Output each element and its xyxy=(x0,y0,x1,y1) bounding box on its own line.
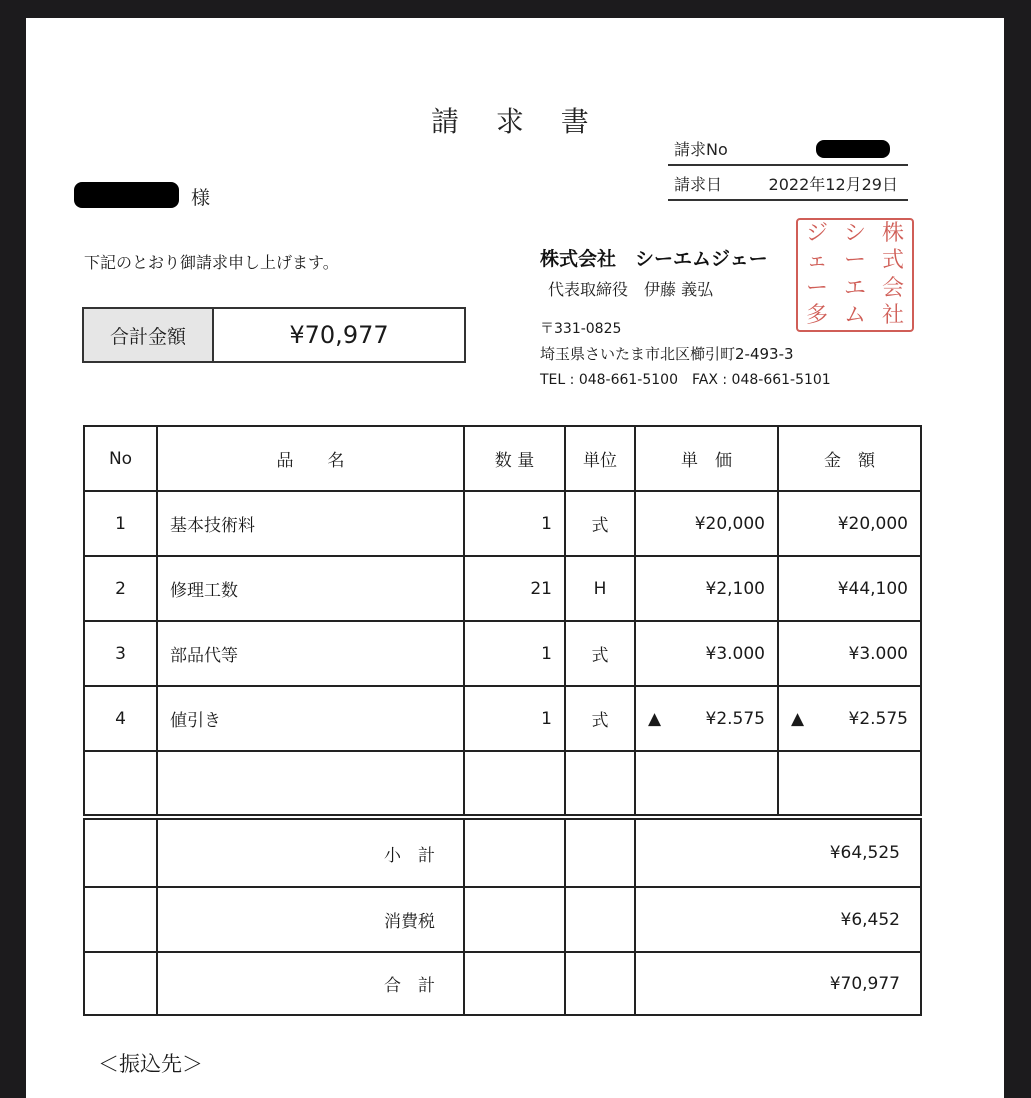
tax-label: 消費税 xyxy=(157,887,464,952)
row-amount: ¥2.575 xyxy=(848,708,908,729)
row-unit-price: ¥3.000 xyxy=(635,621,778,686)
invoice-date-row xyxy=(668,169,908,201)
empty-cell xyxy=(565,751,635,817)
company-seal-stamp xyxy=(796,218,914,332)
table-row-empty xyxy=(84,751,921,817)
stamp-char: ジ xyxy=(805,220,828,246)
invoice-number-row xyxy=(668,134,908,166)
grand-total-row xyxy=(84,952,921,1015)
table-row xyxy=(84,491,921,556)
header-quantity: 数 量 xyxy=(464,426,565,491)
grand-total-label: 合 計 xyxy=(157,952,464,1015)
row-unit-price: ¥20,000 xyxy=(635,491,778,556)
issuer-postal-code: 〒331-0825 xyxy=(540,321,622,337)
row-amount: ¥20,000 xyxy=(778,491,921,556)
negative-triangle-icon: ▲ xyxy=(648,708,662,729)
subtotal-value: ¥64,525 xyxy=(635,817,921,887)
greeting-text: 下記のとおり御請求申し上げます。 xyxy=(84,253,339,272)
issuer-company: 株式会社 シーエムジェー xyxy=(540,248,768,270)
total-amount-label: 合計金額 xyxy=(84,309,214,361)
document-title: 請 求 書 xyxy=(431,105,603,138)
invoice-number-label: 請求No xyxy=(674,140,728,159)
empty-cell xyxy=(464,952,565,1015)
stamp-char: 社 xyxy=(881,303,904,329)
invoice-page xyxy=(26,18,1004,1098)
stamp-char: ェ xyxy=(805,248,828,274)
total-amount-value: ¥70,977 xyxy=(289,321,389,349)
row-item-name: 値引き xyxy=(157,686,464,751)
stamp-char: 会 xyxy=(881,275,904,301)
row-amount: ¥44,100 xyxy=(778,556,921,621)
empty-cell xyxy=(464,817,565,887)
row-quantity: 1 xyxy=(464,686,565,751)
header-amount: 金 額 xyxy=(778,426,921,491)
issuer-tel-fax: TEL : 048-661-5100 FAX : 048-661-5101 xyxy=(540,372,831,388)
row-no: 1 xyxy=(84,491,157,556)
issuer-address: 埼玉県さいたま市北区櫛引町2-493-3 xyxy=(540,345,794,363)
bank-transfer-heading: ＜振込先＞ xyxy=(98,1052,203,1076)
redacted-recipient-name xyxy=(74,182,179,208)
stamp-char: 多 xyxy=(805,303,828,329)
row-unit: 式 xyxy=(565,621,635,686)
line-items-table xyxy=(83,425,922,1016)
stamp-char: ム xyxy=(843,303,866,329)
subtotal-label: 小 計 xyxy=(157,817,464,887)
total-amount-box xyxy=(82,307,466,363)
row-unit-price-cell xyxy=(635,686,778,751)
table-row xyxy=(84,556,921,621)
row-item-name: 部品代等 xyxy=(157,621,464,686)
empty-cell xyxy=(464,751,565,817)
table-row xyxy=(84,621,921,686)
row-quantity: 21 xyxy=(464,556,565,621)
row-unit-price: ¥2.575 xyxy=(705,708,765,729)
stamp-char: シ xyxy=(843,220,866,246)
subtotal-row xyxy=(84,817,921,887)
stamp-char: 株 xyxy=(881,220,904,246)
header-unit: 単位 xyxy=(565,426,635,491)
row-no: 2 xyxy=(84,556,157,621)
issuer-representative: 代表取締役 伊藤 義弘 xyxy=(548,280,714,299)
stamp-char: ー xyxy=(843,248,866,274)
row-unit: 式 xyxy=(565,491,635,556)
empty-cell xyxy=(778,751,921,817)
row-amount: ¥3.000 xyxy=(778,621,921,686)
tax-value: ¥6,452 xyxy=(635,887,921,952)
stamp-char: エ xyxy=(843,275,866,301)
empty-cell xyxy=(84,751,157,817)
empty-cell xyxy=(464,887,565,952)
empty-cell xyxy=(565,817,635,887)
negative-triangle-icon: ▲ xyxy=(791,708,805,729)
row-unit-price: ¥2,100 xyxy=(635,556,778,621)
empty-cell xyxy=(84,887,157,952)
header-unit-price: 単 価 xyxy=(635,426,778,491)
empty-cell xyxy=(635,751,778,817)
redacted-invoice-number xyxy=(816,140,890,158)
empty-cell xyxy=(565,952,635,1015)
row-amount-cell xyxy=(778,686,921,751)
row-no: 3 xyxy=(84,621,157,686)
stamp-char: ー xyxy=(805,275,828,301)
row-no: 4 xyxy=(84,686,157,751)
row-unit: H xyxy=(565,556,635,621)
row-quantity: 1 xyxy=(464,491,565,556)
header-item-name: 品 名 xyxy=(157,426,464,491)
table-header-row xyxy=(84,426,921,491)
recipient-honorific: 様 xyxy=(191,187,211,209)
empty-cell xyxy=(565,887,635,952)
empty-cell xyxy=(84,817,157,887)
invoice-date-label: 請求日 xyxy=(674,175,723,194)
tax-row xyxy=(84,887,921,952)
row-item-name: 基本技術料 xyxy=(157,491,464,556)
header-no: No xyxy=(84,426,157,491)
empty-cell xyxy=(84,952,157,1015)
row-unit: 式 xyxy=(565,686,635,751)
grand-total-value: ¥70,977 xyxy=(635,952,921,1015)
stamp-char: 式 xyxy=(881,248,904,274)
table-row xyxy=(84,686,921,751)
row-item-name: 修理工数 xyxy=(157,556,464,621)
row-quantity: 1 xyxy=(464,621,565,686)
empty-cell xyxy=(157,751,464,817)
invoice-date-value: 2022年12月29日 xyxy=(768,175,898,194)
